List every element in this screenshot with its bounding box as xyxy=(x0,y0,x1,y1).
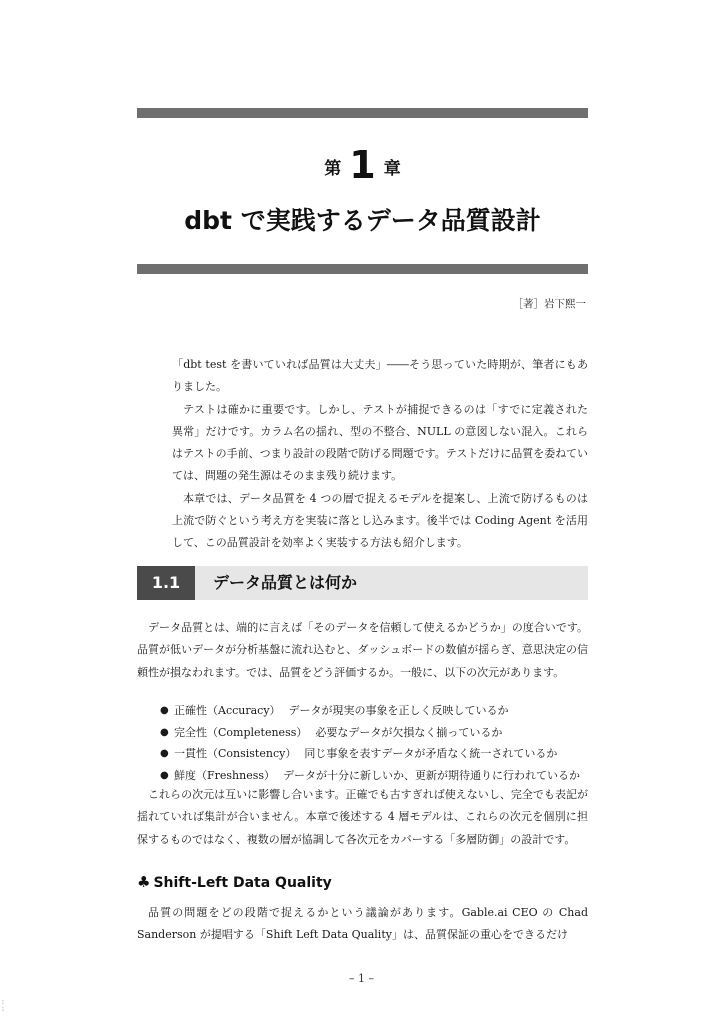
chapter-bottom-rule xyxy=(137,264,588,274)
list-item xyxy=(160,743,588,765)
subsection-heading xyxy=(137,873,332,891)
abstract-paragraph: テストは確かに重要です。しかし、テストが捕捉できるのは「すでに定義された異常」だけです。カラム名の揺れ、型の不整合、NULL の意図しない混入。これらはテストの手前、つまり設計の段階で防げる問題です。テストだけに品質を委ねていては、問題の発生源はそのまま残り続けます。 xyxy=(172,402,588,483)
subsection-body xyxy=(137,902,588,947)
author-credit: ［著］岩下熙一 xyxy=(512,298,586,310)
abstract-paragraph: 「dbt test を書いていれば品質は大丈夫」――そう思っていた時期が、筆者にもありました。 xyxy=(172,358,588,394)
body-paragraph: 品質の問題をどの段階で捉えるかという議論があります。Gable.ai CEO の Chad Sanderson が提唱する「Shift Left Data Quality」は、品質保証の重心をできるだけ xyxy=(137,906,588,942)
subsection-title: Shift-Left Data Quality xyxy=(153,875,332,891)
section-title: データ品質とは何か xyxy=(213,573,358,592)
chapter-number: 1 xyxy=(349,143,376,187)
bullet-icon: ● xyxy=(160,748,169,760)
section-intro xyxy=(137,617,588,684)
dimension-term: 完全性（Completeness） xyxy=(174,725,308,739)
chapter-title: dbt で実践するデータ品質設計 xyxy=(184,206,541,235)
quality-dimensions-list xyxy=(160,700,588,787)
list-item xyxy=(160,722,588,744)
chapter-top-rule xyxy=(137,108,588,118)
section-number: 1.1 xyxy=(137,566,195,600)
chapter-abstract xyxy=(172,354,588,555)
page-number: – 1 – xyxy=(349,972,374,985)
chapter-suffix: 章 xyxy=(383,159,401,179)
section-heading xyxy=(137,566,588,600)
dimension-desc: データが十分に新しいか、更新が期待通りに行われているか xyxy=(283,769,581,783)
list-item xyxy=(160,700,588,722)
crop-mark: ⁝ ⁝ xyxy=(2,999,4,1013)
abstract-paragraph: 本章では、データ品質を 4 つの層で捉えるモデルを提案し、上流で防げるものは上流で防ぐという考え方を実装に落とし込みます。後半では Coding Agent を活用して、この品質設計を効率よく実装する方法も紹介します。 xyxy=(172,491,588,550)
bullet-icon: ● xyxy=(160,726,169,738)
bullet-icon: ● xyxy=(160,770,169,782)
dimension-term: 一貫性（Consistency） xyxy=(174,747,297,761)
body-paragraph: これらの次元は互いに影響し合います。正確でも古すぎれば使えないし、完全でも表記が揺れていれば集計が合いません。本章で後述する 4 層モデルは、これらの次元を個別に担保するものではなく、複数の層が協調して各次元をカバーする「多層防御」の設計です。 xyxy=(137,788,588,846)
chapter-prefix: 第 xyxy=(324,159,342,179)
body-paragraph: データ品質とは、端的に言えば「そのデータを信頼して使えるかどうか」の度合いです。品質が低いデータが分析基盤に流れ込むと、ダッシュボードの数値が揺らぎ、意思決定の信頼性が損なわれます。では、品質をどう評価するか。一般に、以下の次元があります。 xyxy=(137,621,588,679)
section-after-list xyxy=(137,784,588,851)
dimension-term: 正確性（Accuracy） xyxy=(174,704,281,717)
dimension-desc: 同じ事象を表すデータが矛盾なく統一されているか xyxy=(304,747,558,761)
chapter-label xyxy=(137,143,588,187)
bullet-icon: ● xyxy=(160,705,169,716)
dimension-term: 鮮度（Freshness） xyxy=(174,769,276,783)
dimension-desc: 必要なデータが欠損なく揃っているか xyxy=(315,725,503,739)
club-icon: ♣ xyxy=(137,873,151,891)
dimension-desc: データが現実の事象を正しく反映しているか xyxy=(288,704,509,717)
